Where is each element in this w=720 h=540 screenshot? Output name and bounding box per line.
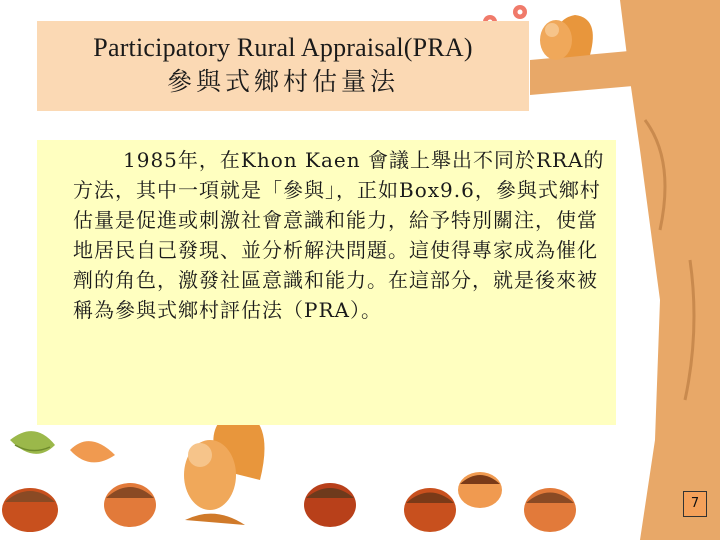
page-number: 7 <box>683 491 707 517</box>
squirrel-icon <box>540 15 593 60</box>
body-paragraph: 1985年，在Khon Kaen 會議上舉出不同於RRA的方法，其中一項就是「參與」，正如Box9.6，參與式鄉村估量是促進或刺激社會意識和能力，給予特別關注，使當地居民自己發現、並分析解決問題。這使得專家成為催化劑的角色，激發社區意識和能力。在這部分，就是後來被稱為參與式鄉村評估法（PRA）。 <box>73 148 605 322</box>
acorn-icon <box>2 472 576 532</box>
squirrel-icon <box>184 410 265 525</box>
title-box <box>37 21 529 111</box>
body-text-box <box>37 140 616 425</box>
title-chinese: 參與式鄉村估量法 <box>166 67 399 96</box>
leaf-icon <box>10 431 115 462</box>
title-english: Participatory Rural Appraisal(PRA) <box>93 33 473 62</box>
